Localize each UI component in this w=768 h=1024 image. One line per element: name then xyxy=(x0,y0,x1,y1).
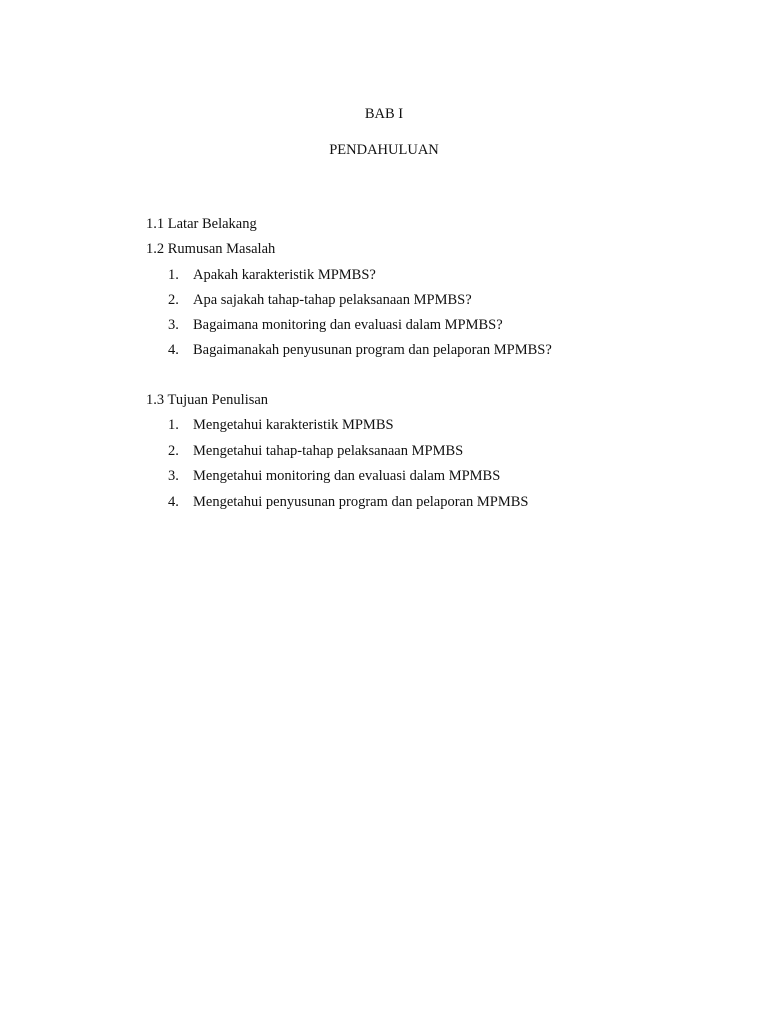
section-heading-rumusan-masalah: 1.2 Rumusan Masalah xyxy=(146,241,276,257)
list-item-number: 1. xyxy=(168,267,179,283)
list-item-number: 2. xyxy=(168,443,179,459)
list-item-number: 3. xyxy=(168,317,179,333)
list-item-text: Bagaimana monitoring dan evaluasi dalam MPMBS? xyxy=(193,317,503,333)
list-item-text: Mengetahui penyusunan program dan pelaporan MPMBS xyxy=(193,494,529,510)
list-item-text: Mengetahui tahap-tahap pelaksanaan MPMBS xyxy=(193,443,464,459)
list-item-number: 1. xyxy=(168,417,179,433)
list-item-text: Mengetahui karakteristik MPMBS xyxy=(193,417,394,433)
list-item-text: Apa sajakah tahap-tahap pelaksanaan MPMBS? xyxy=(193,292,472,308)
list-item-text: Mengetahui monitoring dan evaluasi dalam MPMBS xyxy=(193,468,501,484)
list-item-number: 4. xyxy=(168,342,179,358)
section-heading-tujuan-penulisan: 1.3 Tujuan Penulisan xyxy=(146,392,269,408)
chapter-title: PENDAHULUAN xyxy=(329,142,439,158)
chapter-label: BAB I xyxy=(364,106,404,122)
list-item-text: Bagaimanakah penyusunan program dan pelaporan MPMBS? xyxy=(193,342,552,358)
list-item-number: 3. xyxy=(168,468,179,484)
section-heading-latar-belakang: 1.1 Latar Belakang xyxy=(146,216,257,232)
list-item-text: Apakah karakteristik MPMBS? xyxy=(193,267,376,283)
list-item-number: 2. xyxy=(168,292,179,308)
list-item-number: 4. xyxy=(168,494,179,510)
